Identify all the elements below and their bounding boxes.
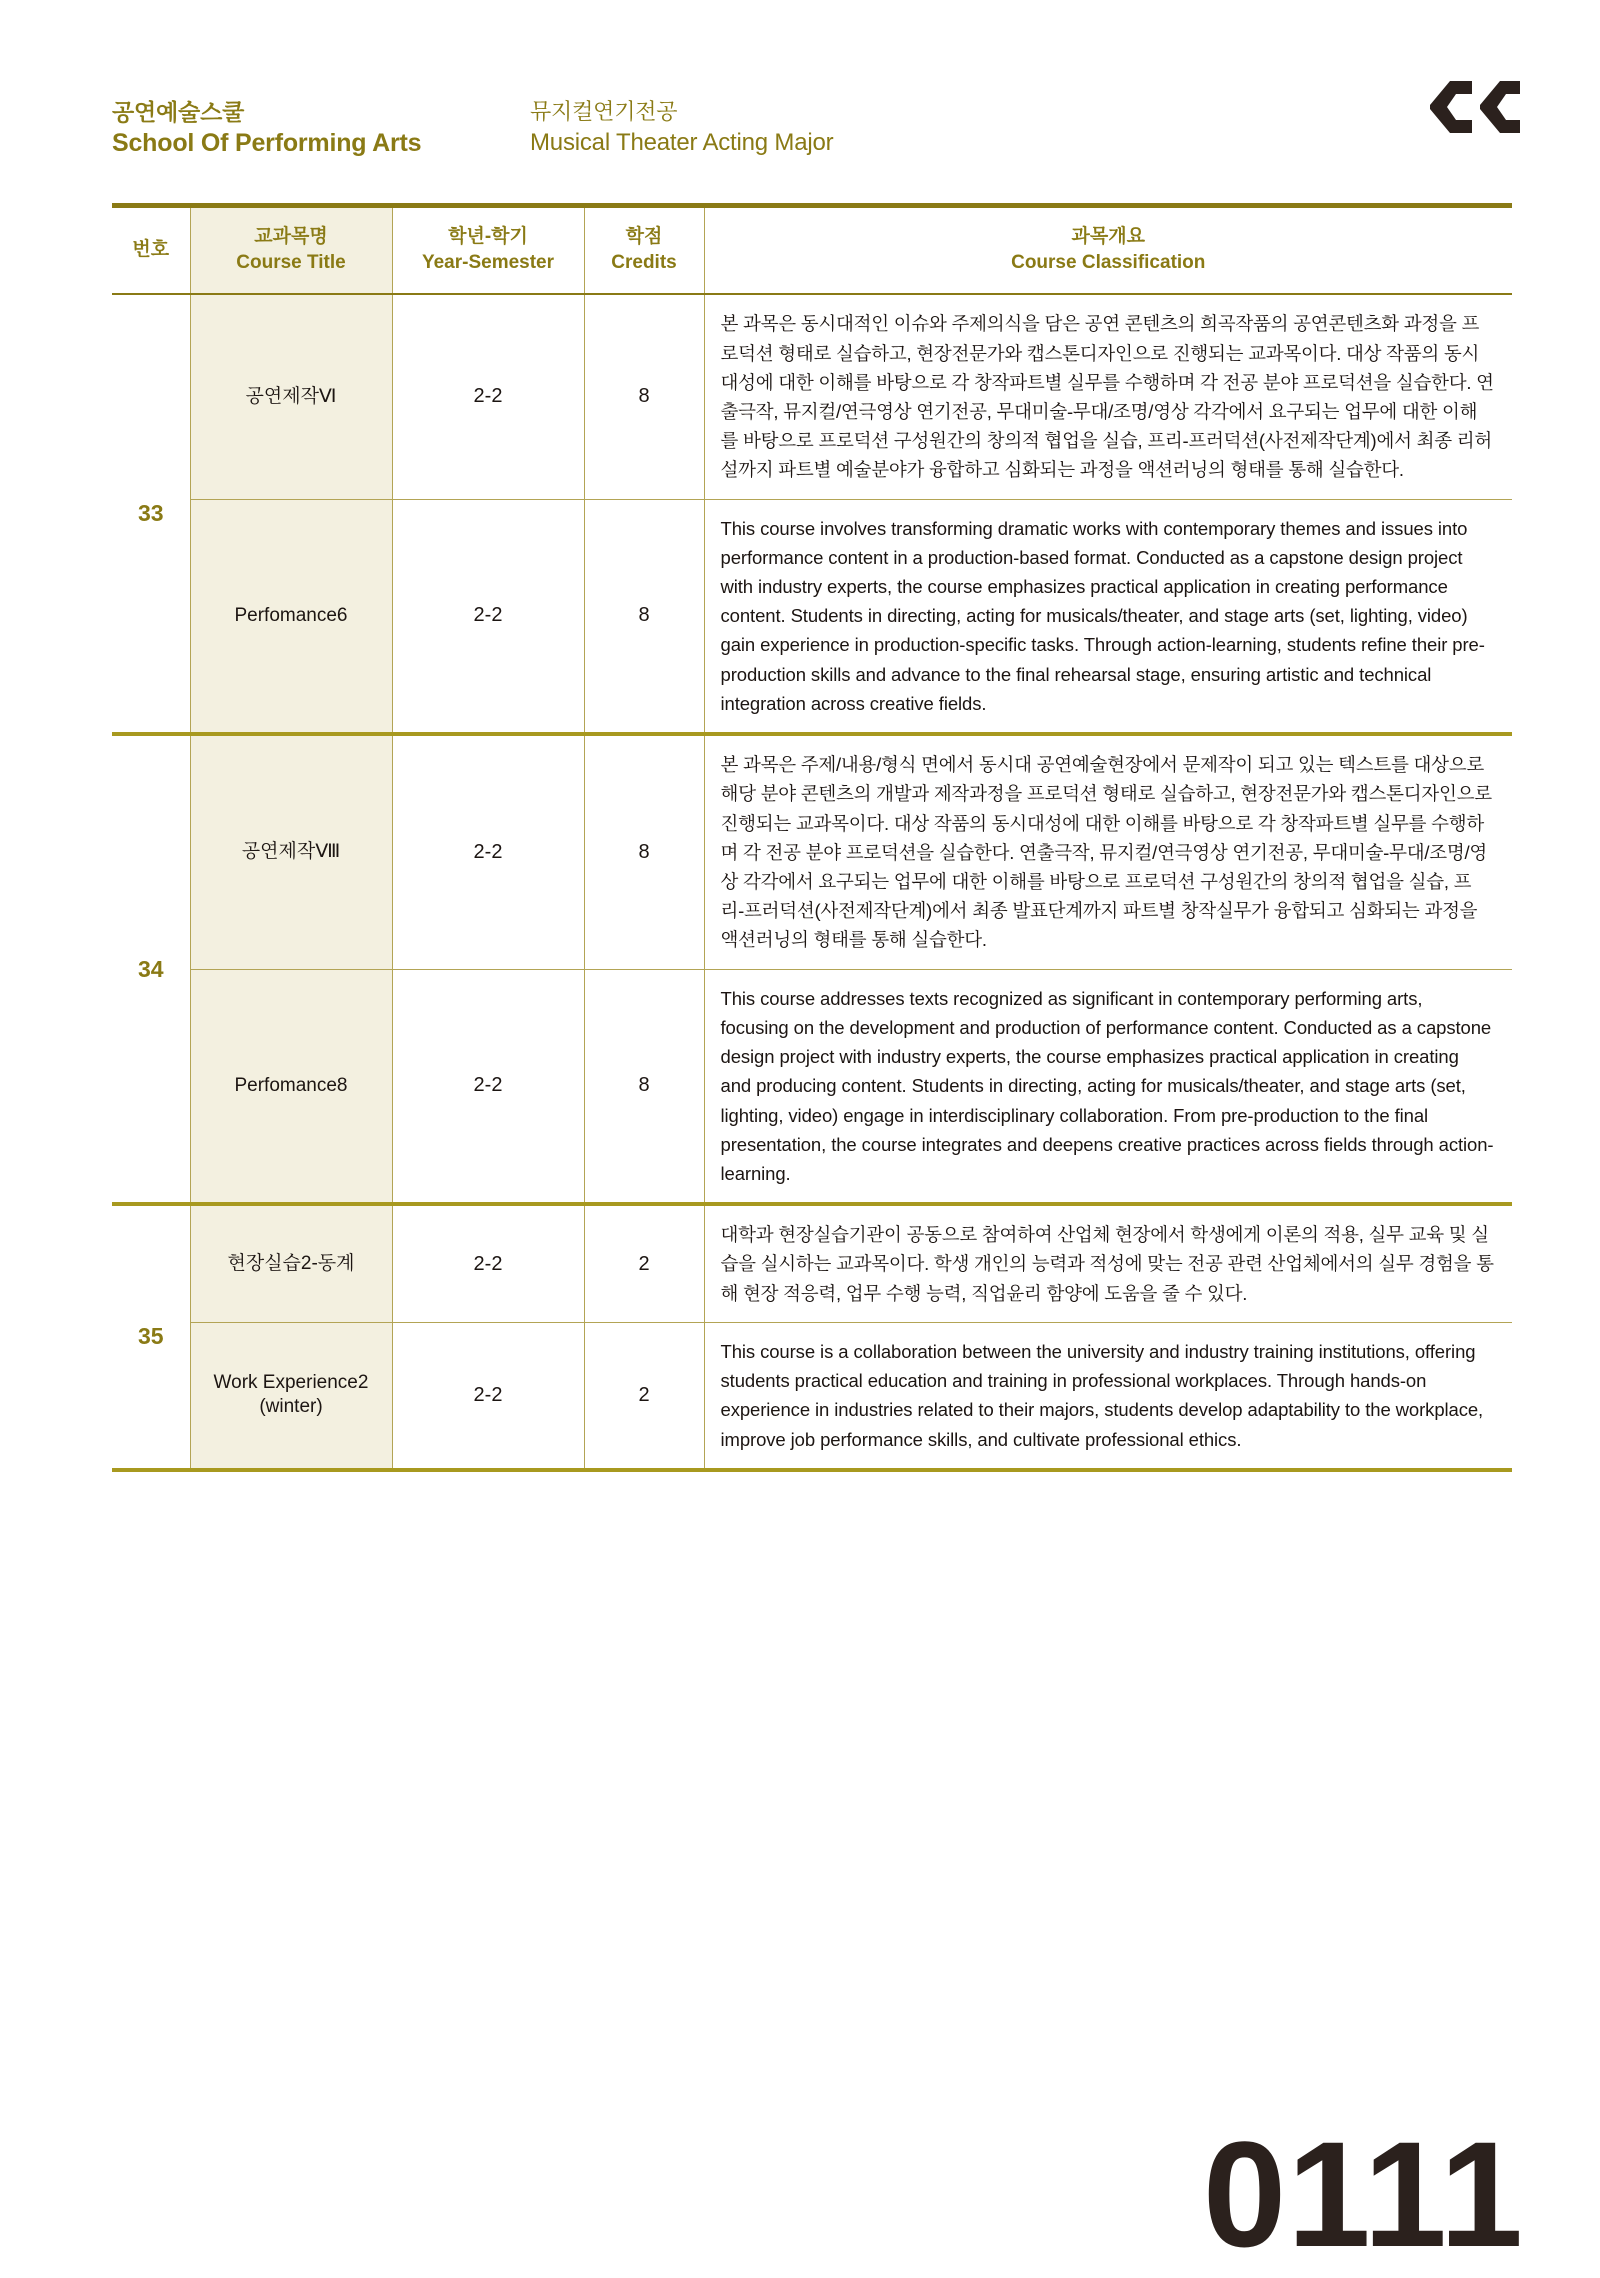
cell-course-number: 34 — [112, 734, 190, 1204]
table-row — [112, 969, 1512, 1204]
major-name-english: Musical Theater Acting Major — [530, 128, 834, 156]
cell-year-semester: 2-2 — [392, 1204, 584, 1322]
cell-course-description: 본 과목은 주제/내용/형식 면에서 동시대 공연예술현장에서 문제작이 되고 있는 텍스트를 대상으로 해당 분야 콘텐츠의 개발과 제작과정을 프로덕션 형태로 실습하고, 현장전문가와 캡스톤디자인으로 진행되는 교과목이다. 대상 작품의 동시대성에 대한 이해를 바탕으로 각 창작파트별 실무를 수행하며 각 전공 분야 프로덕션을 실습한다. 연출극작, 뮤지컬/연극영상 연기전공, 무대미술-무대/조명/영상 각각에서 요구되는 업무에 대한 이해를 바탕으로 프로덕션 구성원간의 창의적 협업을 실습, 프리-프러덕션(사전제작단계)에서 최종 발표단계까지 파트별 창작실무가 융합되고 심화되는 과정을 액션러닝의 형태를 통해 실습한다. — [704, 734, 1512, 969]
cell-course-description: 대학과 현장실습기관이 공동으로 참여하여 산업체 현장에서 학생에게 이론의 적용, 실무 교육 및 실습을 실시하는 교과목이다. 학생 개인의 능력과 적성에 맞는 전공 관련 산업체에서의 실무 경험을 통해 현장 적응력, 업무 수행 능력, 직업윤리 함양에 도움을 줄 수 있다. — [704, 1204, 1512, 1322]
cell-year-semester: 2-2 — [392, 1322, 584, 1469]
cell-course-title: Perfomance8 — [190, 969, 392, 1204]
cell-course-title: Perfomance6 — [190, 499, 392, 734]
column-header-course-title-ko: 교과목명 — [254, 226, 328, 247]
cell-course-description: 본 과목은 동시대적인 이슈와 주제의식을 담은 공연 콘텐츠의 희곡작품의 공연콘텐츠화 과정을 프로덕션 형태로 실습하고, 현장전문가와 캡스톤디자인으로 진행되는 교과목이다. 대상 작품의 동시대성에 대한 이해를 바탕으로 각 창작파트별 실무를 수행하며 각 전공 분야 프로덕션을 실습한다. 연출극작, 뮤지컬/연극영상 연기전공, 무대미술-무대/조명/영상 각각에서 요구되는 업무에 대한 이해를 바탕으로 프로덕션 구성원간의 창의적 협업을 실습, 프리-프러덕션(사전제작단계)에서 최종 리허설까지 파트별 예술분야가 융합하고 심화되는 과정을 액션러닝의 형태를 통해 실습한다. — [704, 294, 1512, 499]
column-header-credits — [584, 206, 704, 295]
column-header-credits-ko: 학점 — [625, 226, 663, 247]
column-header-number — [112, 206, 190, 295]
cell-credits: 2 — [584, 1204, 704, 1322]
school-name-korean: 공연예술스쿨 — [112, 99, 245, 125]
table-row — [112, 734, 1512, 969]
cell-year-semester: 2-2 — [392, 499, 584, 734]
cell-credits: 2 — [584, 1322, 704, 1469]
cell-credits: 8 — [584, 294, 704, 499]
school-name-english: School Of Performing Arts — [112, 129, 422, 158]
column-header-course-classification — [704, 206, 1512, 295]
school-title-block — [112, 98, 421, 159]
table-header-row — [112, 206, 1512, 295]
table-body — [112, 294, 1512, 1469]
cell-course-title: 현장실습2-동계 — [190, 1204, 392, 1322]
cell-course-title: 공연제작Ⅷ — [190, 734, 392, 969]
ck-logo-icon — [1428, 76, 1524, 138]
cell-course-description: This course is a collaboration between the university and industry training institutions, offering students practical education and training in professional workplaces. Through hands-on experience in industries related to their majors, students develop adaptability to the workplace, improve job performance skills, and cultivate professional ethics. — [704, 1322, 1512, 1469]
major-name-korean: 뮤지컬연기전공 — [530, 99, 678, 124]
column-header-course-classification-en: Course Classification — [1011, 251, 1206, 273]
column-header-course-classification-ko: 과목개요 — [1071, 226, 1145, 247]
column-header-year-semester-ko: 학년-학기 — [448, 226, 528, 247]
column-header-credits-en: Credits — [611, 251, 677, 273]
table-row — [112, 1204, 1512, 1322]
cell-course-description: This course addresses texts recognized as significant in contemporary performing arts, focusing on the development and production of performance content. Conducted as a capstone design project with industry experts, the course emphasizes practical application in creating and producing content. Students in directing, acting for musicals/theater, and stage arts (set, lighting, video) engage in interdisciplinary collaboration. From pre-production to the final presentation, the course integrates and deepens creative practices across fields through action-learning. — [704, 969, 1512, 1204]
page-number: 0111 — [1202, 2110, 1524, 2278]
cell-course-number: 33 — [112, 294, 190, 734]
column-header-number-ko: 번호 — [132, 238, 170, 260]
major-title-block — [530, 98, 833, 158]
cell-course-description: This course involves transforming dramatic works with contemporary themes and issues into performance content in a production-based format. Conducted as a capstone design project with industry experts, the course emphasizes practical application in creating performance content. Students in directing, acting for musicals/theater, and stage arts (set, lighting, video) gain experience in production-specific tasks. Through action-learning, students refine their pre-production skills and advance to the final rehearsal stage, ensuring artistic and technical integration across creative fields. — [704, 499, 1512, 734]
cell-course-title: Work Experience2 (winter) — [190, 1322, 392, 1469]
table-row — [112, 1322, 1512, 1469]
cell-credits: 8 — [584, 969, 704, 1204]
cell-year-semester: 2-2 — [392, 294, 584, 499]
cell-year-semester: 2-2 — [392, 969, 584, 1204]
column-header-course-title — [190, 206, 392, 295]
table-row — [112, 294, 1512, 499]
cell-credits: 8 — [584, 499, 704, 734]
cell-course-title: 공연제작Ⅵ — [190, 294, 392, 499]
cell-year-semester: 2-2 — [392, 734, 584, 969]
table-row — [112, 499, 1512, 734]
cell-credits: 8 — [584, 734, 704, 969]
column-header-course-title-en: Course Title — [236, 251, 346, 273]
column-header-year-semester-en: Year-Semester — [421, 251, 555, 273]
cell-course-number: 35 — [112, 1204, 190, 1470]
table-header — [112, 206, 1512, 295]
page-header — [0, 0, 1600, 200]
course-list-table — [112, 203, 1512, 1472]
column-header-year-semester — [392, 206, 584, 295]
